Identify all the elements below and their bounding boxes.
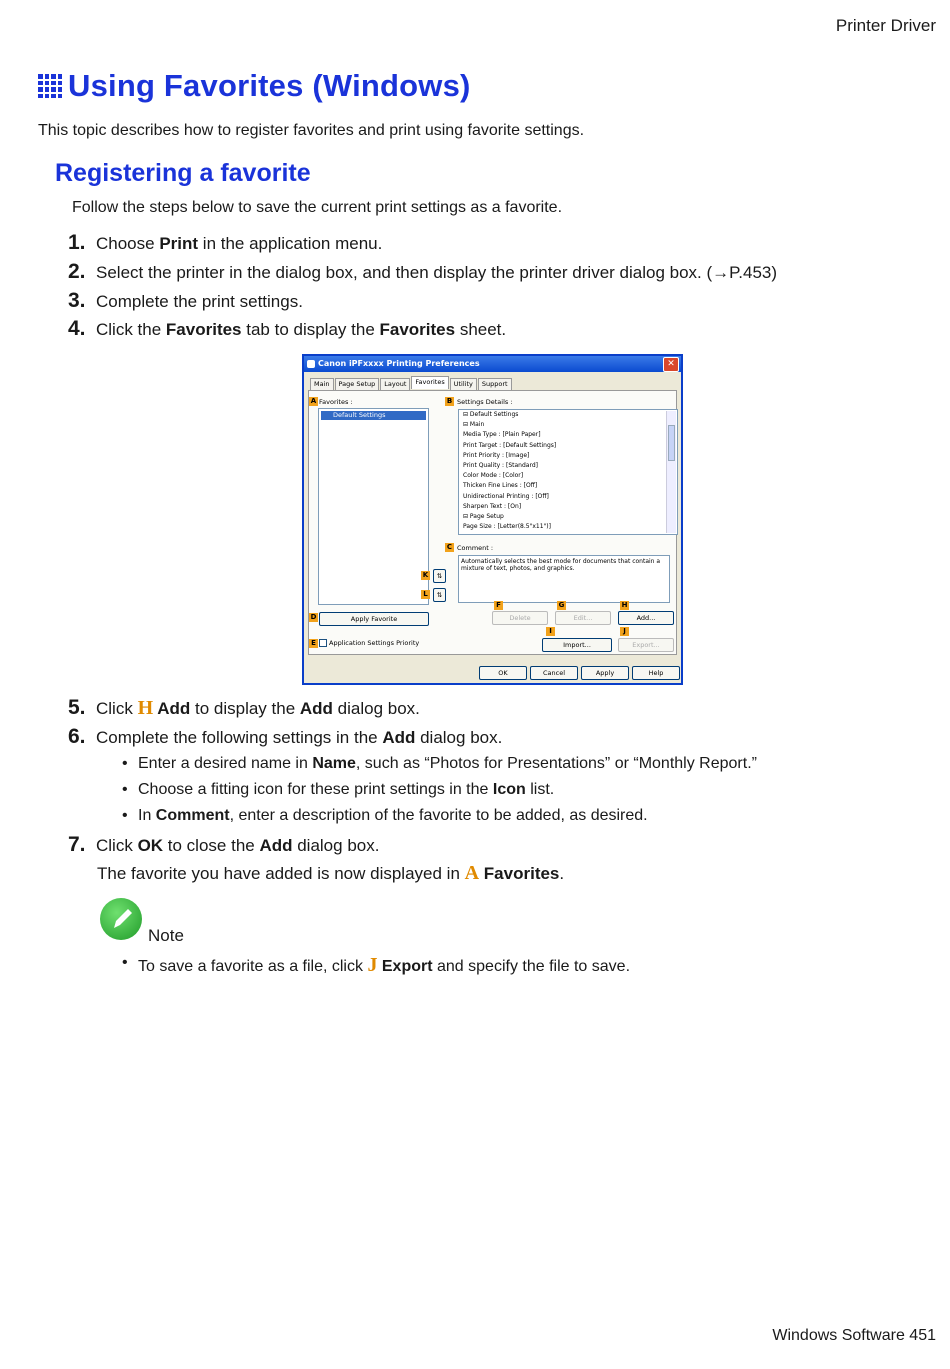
move-down-icon[interactable]: ⇅	[433, 588, 446, 602]
app-priority-checkbox[interactable]	[319, 639, 419, 647]
tree-item: ⊟ Default Settings	[463, 411, 519, 418]
favorites-label: Favorites :	[319, 398, 353, 406]
callout-a: A	[310, 397, 317, 405]
running-header: Printer Driver	[835, 16, 936, 35]
subintro-text: Follow the steps below to save the current print settings as a favorite.	[72, 199, 563, 216]
export-button[interactable]: Export...	[618, 638, 674, 652]
callout-k: K	[422, 571, 429, 579]
app-priority-label: Application Settings Priority	[329, 639, 420, 647]
callout-d: D	[310, 613, 317, 621]
list-item: • Choose a fitting icon for these print settings in the Icon list.	[122, 781, 555, 798]
close-icon[interactable]: ✕	[663, 357, 679, 372]
tree-item: Print Priority : [Image]	[463, 451, 530, 459]
page-title	[38, 68, 471, 104]
tab-layout[interactable]: Layout	[380, 378, 410, 391]
comment-label: Comment :	[457, 544, 494, 552]
page-footer: Windows Software 451	[772, 1327, 936, 1344]
step-number: 3.	[68, 289, 86, 312]
step-4: 4. Click the Favorites tab to display the Favorites sheet.	[68, 317, 507, 340]
tree-item: Media Type : [Plain Paper]	[463, 431, 541, 439]
favorites-sheet	[308, 390, 677, 655]
tree-item: Sharpen Text : [On]	[463, 502, 522, 510]
step-number: 6.	[68, 725, 86, 748]
callout-g: G	[558, 601, 565, 609]
step-number: 2.	[68, 260, 86, 283]
checkbox-icon	[319, 639, 327, 647]
callout-h: H	[621, 601, 628, 609]
comment-box[interactable]: Automatically selects the best mode for documents that contain a mixture of text, photos, and graphics.	[458, 555, 670, 603]
apply-favorite-button[interactable]: Apply Favorite	[319, 612, 429, 626]
callout-c: C	[446, 543, 453, 551]
callout-j: J	[620, 627, 629, 636]
step-1: 1. Choose Print in the application menu.	[68, 231, 383, 254]
tab-support[interactable]: Support	[478, 378, 512, 391]
list-item: • Enter a desired name in Name, such as “Photos for Presentations” or “Monthly Report.”	[122, 755, 757, 772]
callout-letter-h: H	[137, 697, 154, 719]
tree-item: Page Size : [Letter(8.5"x11")]	[463, 523, 551, 531]
dialog-title: Canon iPFxxxx Printing Preferences	[318, 359, 480, 368]
callout-f: F	[494, 601, 503, 610]
cancel-button[interactable]: Cancel	[530, 666, 578, 680]
tab-utility[interactable]: Utility	[450, 378, 477, 391]
step-7: 7. Click OK to close the Add dialog box.	[68, 833, 380, 856]
printing-preferences-dialog	[302, 354, 683, 685]
tree-item: ⊟ Page Setup	[463, 513, 504, 521]
step-number: 4.	[68, 317, 86, 340]
delete-button[interactable]: Delete	[492, 611, 548, 625]
note-label: Note	[148, 926, 184, 945]
edit-button[interactable]: Edit...	[555, 611, 611, 625]
settings-details-label: Settings Details :	[457, 398, 513, 406]
dialog-titlebar	[304, 356, 681, 372]
move-up-icon[interactable]: ⇅	[433, 569, 446, 583]
step-number: 5.	[68, 696, 86, 719]
tab-page-setup[interactable]: Page Setup	[335, 378, 380, 391]
step-number: 1.	[68, 231, 86, 254]
printer-icon	[307, 360, 315, 368]
step-number: 7.	[68, 833, 86, 856]
subheading: Registering a favorite	[55, 159, 311, 187]
note-item: • To save a favorite as a file, click J Export and specify the file to save.	[122, 954, 631, 976]
tree-item: Color Mode : [Color]	[463, 472, 524, 480]
callout-l: L	[421, 590, 430, 599]
add-button[interactable]: Add...	[618, 611, 674, 625]
tab-main[interactable]: Main	[310, 378, 334, 391]
tree-item: Unidirectional Printing : [Off]	[463, 492, 549, 500]
help-button[interactable]: Help	[632, 666, 680, 680]
callout-i: I	[546, 627, 555, 636]
step-7-result: The favorite you have added is now displayed in A Favorites.	[97, 862, 565, 884]
title-text: Using Favorites (Windows)	[68, 68, 471, 103]
import-button[interactable]: Import...	[542, 638, 612, 652]
intro-text: This topic describes how to register favorites and print using favorite settings.	[38, 122, 585, 139]
favorite-default-settings[interactable]: Default Settings	[321, 411, 426, 420]
tree-scrollbar[interactable]	[666, 411, 676, 533]
tree-item: Print Quality : [Standard]	[463, 462, 538, 470]
step-3: 3. Complete the print settings.	[68, 289, 303, 312]
callout-letter-a: A	[464, 862, 480, 884]
section-grid-icon	[38, 74, 62, 98]
tab-favorites[interactable]: Favorites	[411, 376, 448, 389]
tree-item: Print Target : [Default Settings]	[463, 441, 557, 449]
ok-button[interactable]: OK	[479, 666, 527, 680]
settings-details-tree	[458, 409, 678, 535]
step-2: 2. Select the printer in the dialog box, and then display the printer driver dialog box. (→P.453)	[68, 260, 778, 283]
callout-e: E	[309, 639, 318, 648]
apply-button[interactable]: Apply	[581, 666, 629, 680]
favorites-list[interactable]	[318, 408, 429, 605]
tree-item: ⊟ Main	[463, 421, 485, 429]
note-pencil-icon	[100, 898, 142, 940]
step-5: 5. Click H Add to display the Add dialog box.	[68, 696, 420, 719]
callout-b: B	[446, 397, 453, 405]
tree-item: Thicken Fine Lines : [Off]	[463, 482, 538, 490]
callout-letter-j: J	[367, 954, 378, 976]
list-item: • In Comment, enter a description of the favorite to be added, as desired.	[122, 807, 648, 824]
step-6: 6. Complete the following settings in the Add dialog box.	[68, 725, 503, 748]
